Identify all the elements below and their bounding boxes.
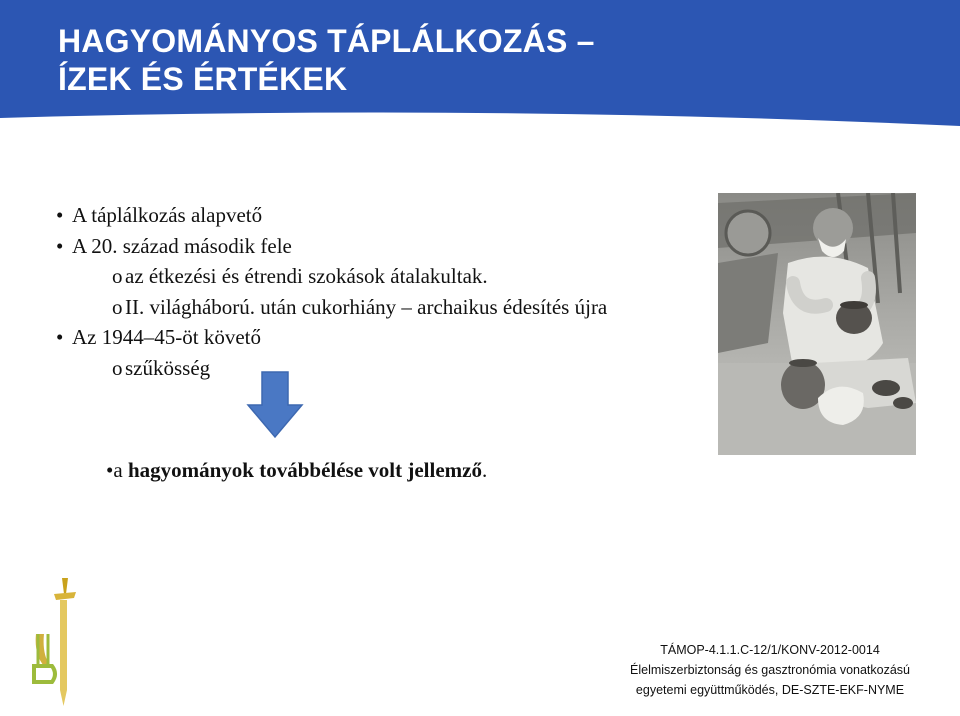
sub-bullet-text: szűkösség	[125, 355, 211, 380]
bullet-marker: •	[56, 233, 64, 258]
conclusion-prefix: a	[113, 458, 128, 482]
slide-title-line-1: HAGYOMÁNYOS TÁPLÁLKOZÁS –	[58, 23, 595, 59]
footer-line-1: TÁMOP-4.1.1.C-12/1/KONV-2012-0014	[660, 643, 880, 657]
conclusion-text	[106, 455, 487, 485]
historical-photo	[718, 193, 916, 455]
footer-line-2: Élelmiszerbiztonság és gasztronómia vonatkozású	[630, 663, 910, 677]
bullet-text: A táplálkozás alapvető	[72, 203, 263, 227]
bullet-item	[56, 200, 716, 231]
slide-title-line-2: ÍZEK ÉS ÉRTÉKEK	[58, 61, 348, 97]
bullet-marker: •	[56, 325, 64, 349]
sub-bullet-marker: o	[112, 294, 123, 319]
bullet-text: Az 1944–45-öt követő	[72, 325, 261, 349]
conclusion-bullet: •	[106, 458, 114, 482]
bullet-list	[56, 200, 716, 383]
sub-bullet-marker: o	[112, 355, 123, 380]
slide-title	[58, 22, 595, 98]
sub-bullet-item	[56, 353, 716, 384]
sub-bullet-text: az étkezési és étrendi szokások átalakultak.	[125, 264, 488, 288]
conclusion-bold: hagyományok továbbélése volt jellemző	[127, 458, 482, 482]
bullet-text: A 20. század második fele	[72, 233, 292, 258]
bullet-marker: •	[56, 203, 64, 227]
footer-line-3: egyetemi együttműködés, DE-SZTE-EKF-NYME	[635, 683, 905, 697]
down-arrow-icon	[246, 371, 304, 444]
bullet-item	[56, 231, 716, 262]
sub-bullet-marker: o	[112, 264, 123, 288]
footer-project-info	[600, 640, 940, 700]
university-logo-icon	[22, 574, 82, 714]
bullet-item	[56, 322, 716, 353]
conclusion-suffix: .	[481, 458, 488, 482]
sub-bullet-text: II. világháború. után cukorhiány – archaikus édesítés újra	[125, 294, 608, 319]
sub-bullet-item	[56, 292, 716, 323]
title-band	[0, 0, 960, 132]
sub-bullet-item	[56, 261, 716, 292]
